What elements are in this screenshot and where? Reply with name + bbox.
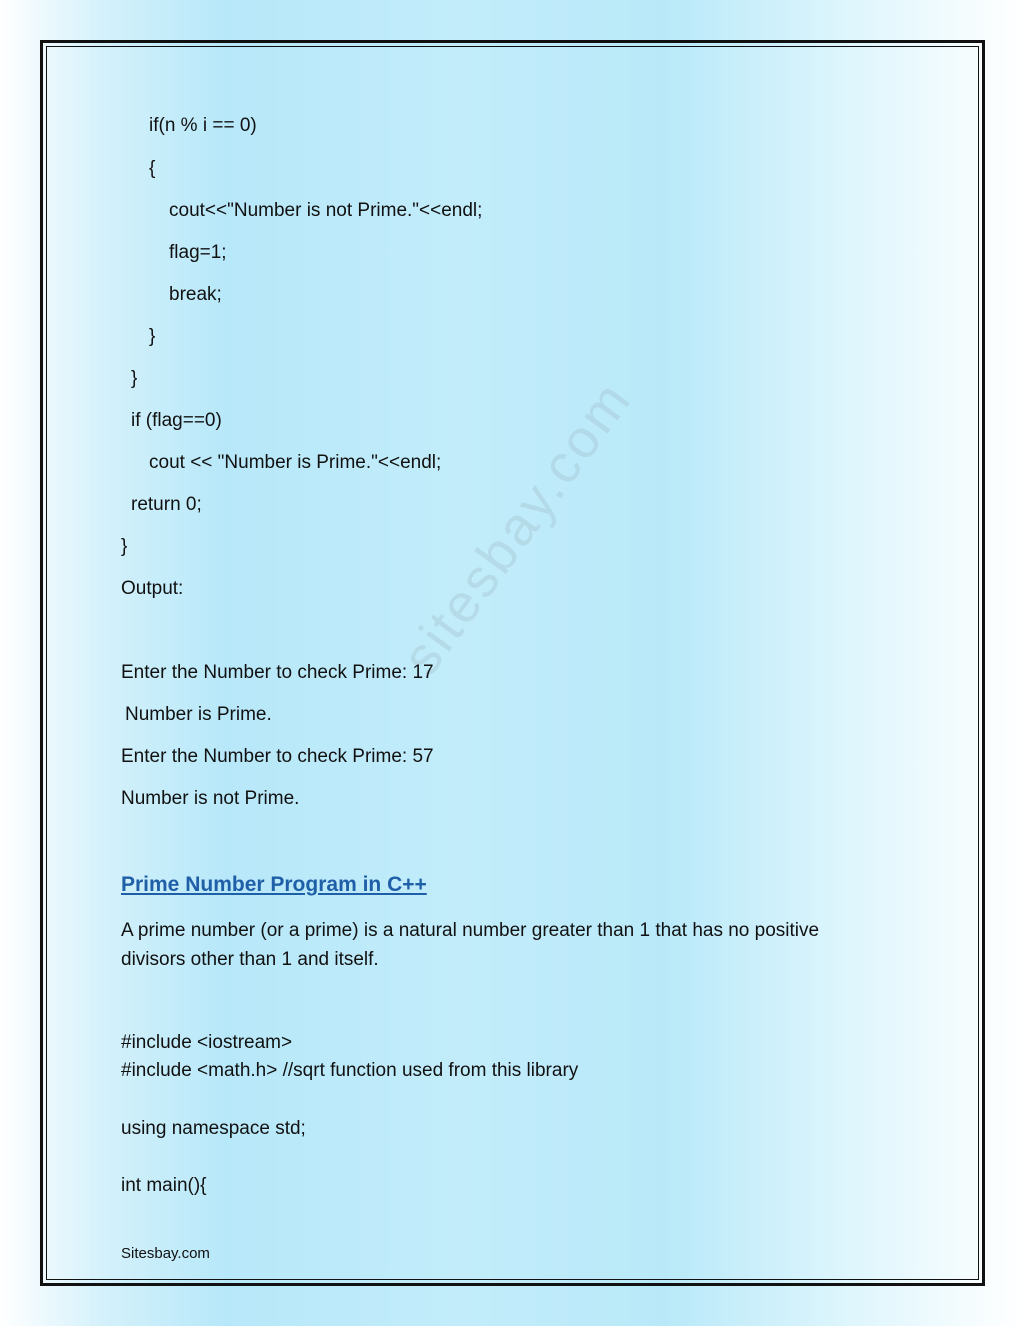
code-line: cout<<"Number is not Prime."<<endl;: [169, 200, 483, 221]
watermark: sitesbay.com: [390, 369, 644, 686]
code-line: }: [121, 536, 128, 557]
output-line: Enter the Number to check Prime: 17: [121, 662, 434, 683]
output-line: Enter the Number to check Prime: 57: [121, 746, 434, 767]
output-line: Number is Prime.: [125, 704, 272, 725]
output-line: Number is not Prime.: [121, 788, 300, 809]
code-line: break;: [169, 284, 222, 305]
code-line: if(n % i == 0): [149, 115, 257, 136]
code-line: }: [131, 368, 138, 389]
footer-site-name: Sitesbay.com: [121, 1245, 210, 1262]
code-line: }: [149, 326, 156, 347]
code-line: #include <math.h> //sqrt function used from this library: [121, 1060, 579, 1081]
code-line: return 0;: [131, 494, 202, 515]
code-line: using namespace std;: [121, 1118, 306, 1139]
code-line: cout << "Number is Prime."<<endl;: [149, 452, 442, 473]
code-line: if (flag==0): [131, 410, 222, 431]
code-line: flag=1;: [169, 242, 227, 263]
code-line: int main(){: [121, 1175, 207, 1196]
description-paragraph: A prime number (or a prime) is a natural number greater than 1 that has no positive divisors other than 1 and itself.: [121, 920, 820, 970]
section-heading[interactable]: Prime Number Program in C++: [121, 873, 427, 896]
code-line: {: [149, 158, 156, 179]
output-label: Output:: [121, 578, 184, 599]
code-line: #include <iostream>: [121, 1032, 293, 1053]
